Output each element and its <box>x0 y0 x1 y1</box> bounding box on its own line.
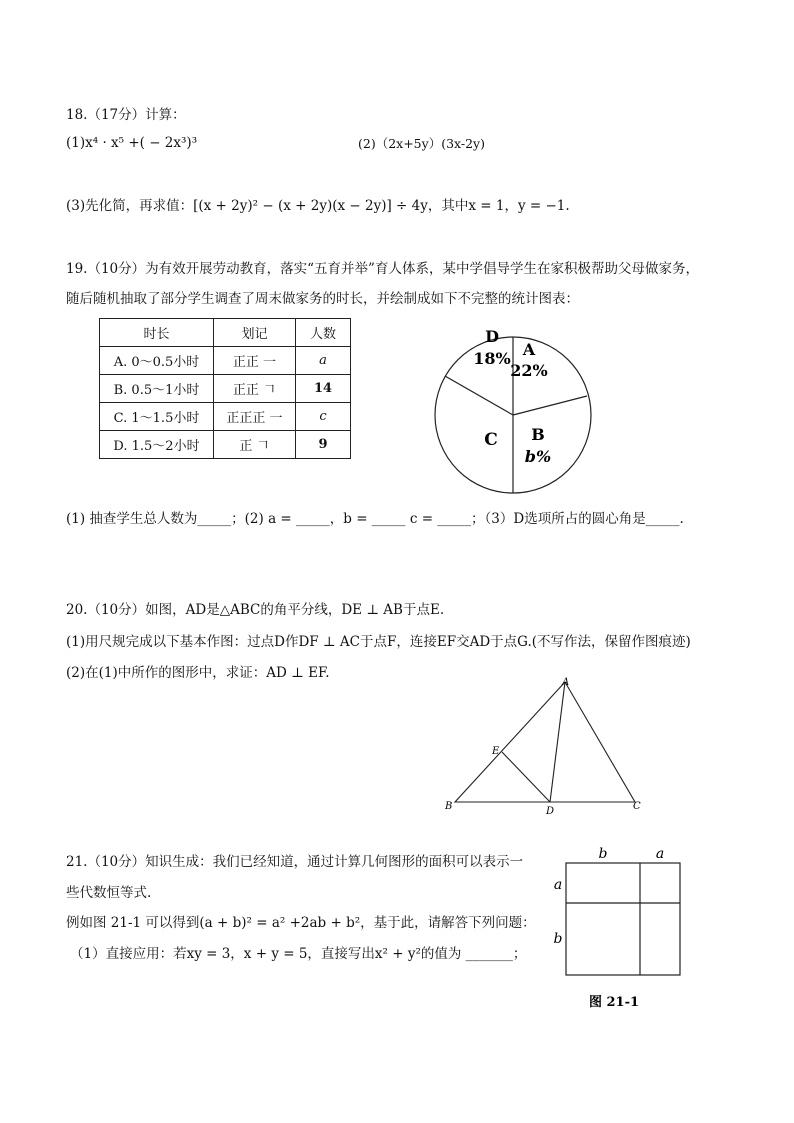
point-d-label: D <box>546 806 555 817</box>
table-header: 人数 <box>296 319 351 347</box>
pie-pct-d: 18% <box>473 349 511 368</box>
q18-title: 18.（17分）计算： <box>66 107 186 123</box>
pie-pct-b: b% <box>524 447 552 466</box>
table-cell: a <box>296 347 351 375</box>
table-cell: c <box>296 403 351 431</box>
point-a-label: A <box>562 677 570 688</box>
q20-line2: (1)用尺规完成以下基本作图：过点D作DF ⊥ AC于点F，连接EF交AD于点G.(不写作法，保留作图痕迹) <box>66 634 691 650</box>
q20-line3: (2)在(1)中所作的图形中，求证：AD ⊥ EF. <box>66 665 330 681</box>
table-cell: 正 𠃍 <box>214 431 296 459</box>
table-cell: 正正正 一 <box>214 403 296 431</box>
q21-line4: （1）直接应用：若xy = 3，x + y = 5，直接写出x² + y²的值为 _______； <box>70 946 527 962</box>
q20-triangle-figure <box>440 672 650 822</box>
table-header-row <box>100 319 351 347</box>
segment-ad <box>550 682 565 802</box>
table-row <box>100 347 351 375</box>
q21-line3: 例如图 21-1 可以得到(a + b)² = a² +2ab + b²，基于此，请解答下列问题： <box>66 915 536 931</box>
table-header: 划记 <box>214 319 296 347</box>
table-cell: C. 1～1.5小时 <box>100 403 214 431</box>
table-cell: 正正 一 <box>214 347 296 375</box>
table-row <box>100 375 351 403</box>
top-a-label: a <box>655 846 665 862</box>
pie-label-b: B <box>531 425 545 444</box>
table-row <box>100 403 351 431</box>
q21-line2: 些代数恒等式. <box>66 885 152 901</box>
outer-square <box>566 863 680 975</box>
left-a-label: a <box>553 877 563 893</box>
table-header: 时长 <box>100 319 214 347</box>
point-e-label: E <box>492 746 500 757</box>
table-cell: 9 <box>296 431 351 459</box>
q21-line1: 21.（10分）知识生成：我们已经知道，通过计算几何图形的面积可以表示一 <box>66 854 524 870</box>
table-row <box>100 431 351 459</box>
table-cell: 14 <box>296 375 351 403</box>
q19-line1: 19.（10分）为有效开展劳动教育，落实“五育并举”育人体系，某中学倡导学生在家积极帮助父母做家务， <box>66 261 699 277</box>
pie-divider <box>445 376 513 415</box>
segment-de <box>502 752 550 802</box>
q19-pie-chart <box>428 330 598 500</box>
left-b-label: b <box>553 931 563 947</box>
table-cell: D. 1.5～2小时 <box>100 431 214 459</box>
pie-divider <box>513 396 587 415</box>
q18-part1: (1)x⁴ · x⁵ +( − 2x³)³ <box>66 135 198 151</box>
q19-tally-table <box>99 318 351 459</box>
point-c-label: C <box>633 801 641 812</box>
pie-pct-a: 22% <box>510 361 548 380</box>
q18-part3: (3)先化简，再求值：[(x + 2y)² − (x + 2y)(x − 2y)] ÷ 4y，其中x = 1，y = −1. <box>66 198 570 214</box>
q19-answer-line: (1) 抽查学生总人数为_____；(2) a = _____，b = _____ c = _____；（3）D选项所占的圆心角是_____. <box>66 511 684 527</box>
point-b-label: B <box>445 801 453 812</box>
pie-label-c: C <box>484 430 498 450</box>
q18-part2: (2)（2x+5y）(3x-2y) <box>358 136 485 151</box>
q19-line2: 随后随机抽取了部分学生调查了周末做家务的时长，并绘制成如下不完整的统计图表： <box>66 291 579 307</box>
triangle-abc <box>455 682 635 802</box>
pie-label-d: D <box>485 330 499 346</box>
table-cell: A. 0～0.5小时 <box>100 347 214 375</box>
top-b-label: b <box>598 846 608 862</box>
table-cell: 正正 𠃍 <box>214 375 296 403</box>
pie-label-a: A <box>522 340 536 359</box>
figure-caption: 图 21-1 <box>588 995 640 1010</box>
q21-square-figure <box>548 842 698 1017</box>
q20-line1: 20.（10分）如图，AD是△ABC的角平分线，DE ⊥ AB于点E. <box>66 602 445 618</box>
table-cell: B. 0.5～1小时 <box>100 375 214 403</box>
